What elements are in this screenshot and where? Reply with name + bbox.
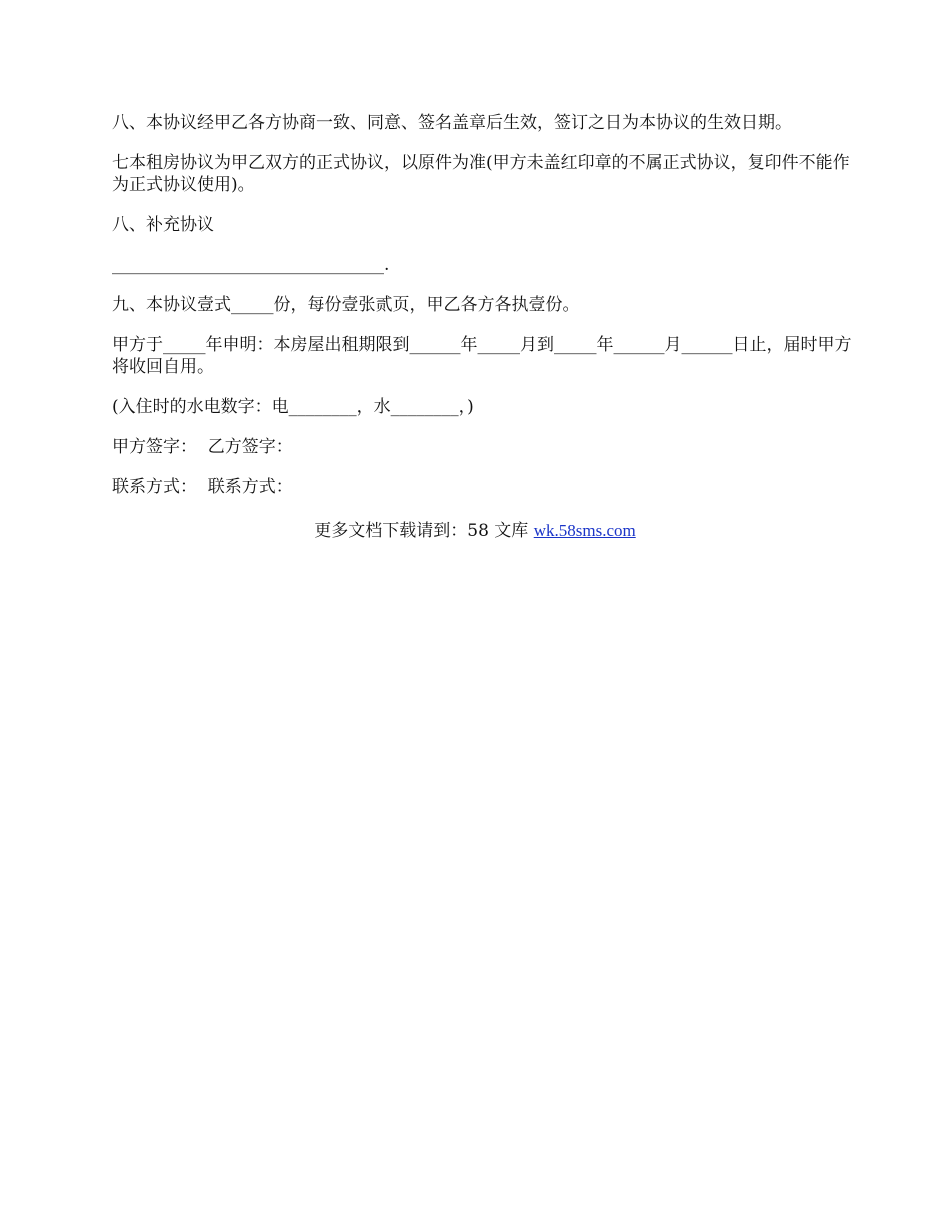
signature-line: 甲方签字： 乙方签字： xyxy=(112,437,293,457)
clause-effective-date: 八、本协议经甲乙各方协商一致、同意、签名盖章后生效，签订之日为本协议的生效日期。 xyxy=(112,113,792,133)
download-footer xyxy=(0,520,950,542)
document-body xyxy=(112,112,852,516)
clause-supplement-heading: 八、补充协议 xyxy=(112,215,214,235)
footer-link[interactable]: wk.58sms.com xyxy=(533,521,636,540)
footer-text: 更多文档下载请到：58 文库 xyxy=(314,521,534,541)
clause-lease-term: 甲方于_____年申明：本房屋出租期限到______年_____月到_____年______月______日止，届时甲方将收回自用。 xyxy=(112,335,852,377)
contact-line: 联系方式： 联系方式： xyxy=(112,477,293,497)
clause-original-copy: 七本租房协议为甲乙双方的正式协议，以原件为准(甲方未盖红印章的不属正式协议，复印件不能作为正式协议使用)。 xyxy=(112,153,850,195)
utility-readings: (入住时的水电数字：电________，水________，) xyxy=(112,397,474,417)
clause-copies: 九、本协议壹式_____份，每份壹张贰页，甲乙各方各执壹份。 xyxy=(112,295,580,315)
supplement-blank-line: ________________________________. xyxy=(112,255,390,275)
